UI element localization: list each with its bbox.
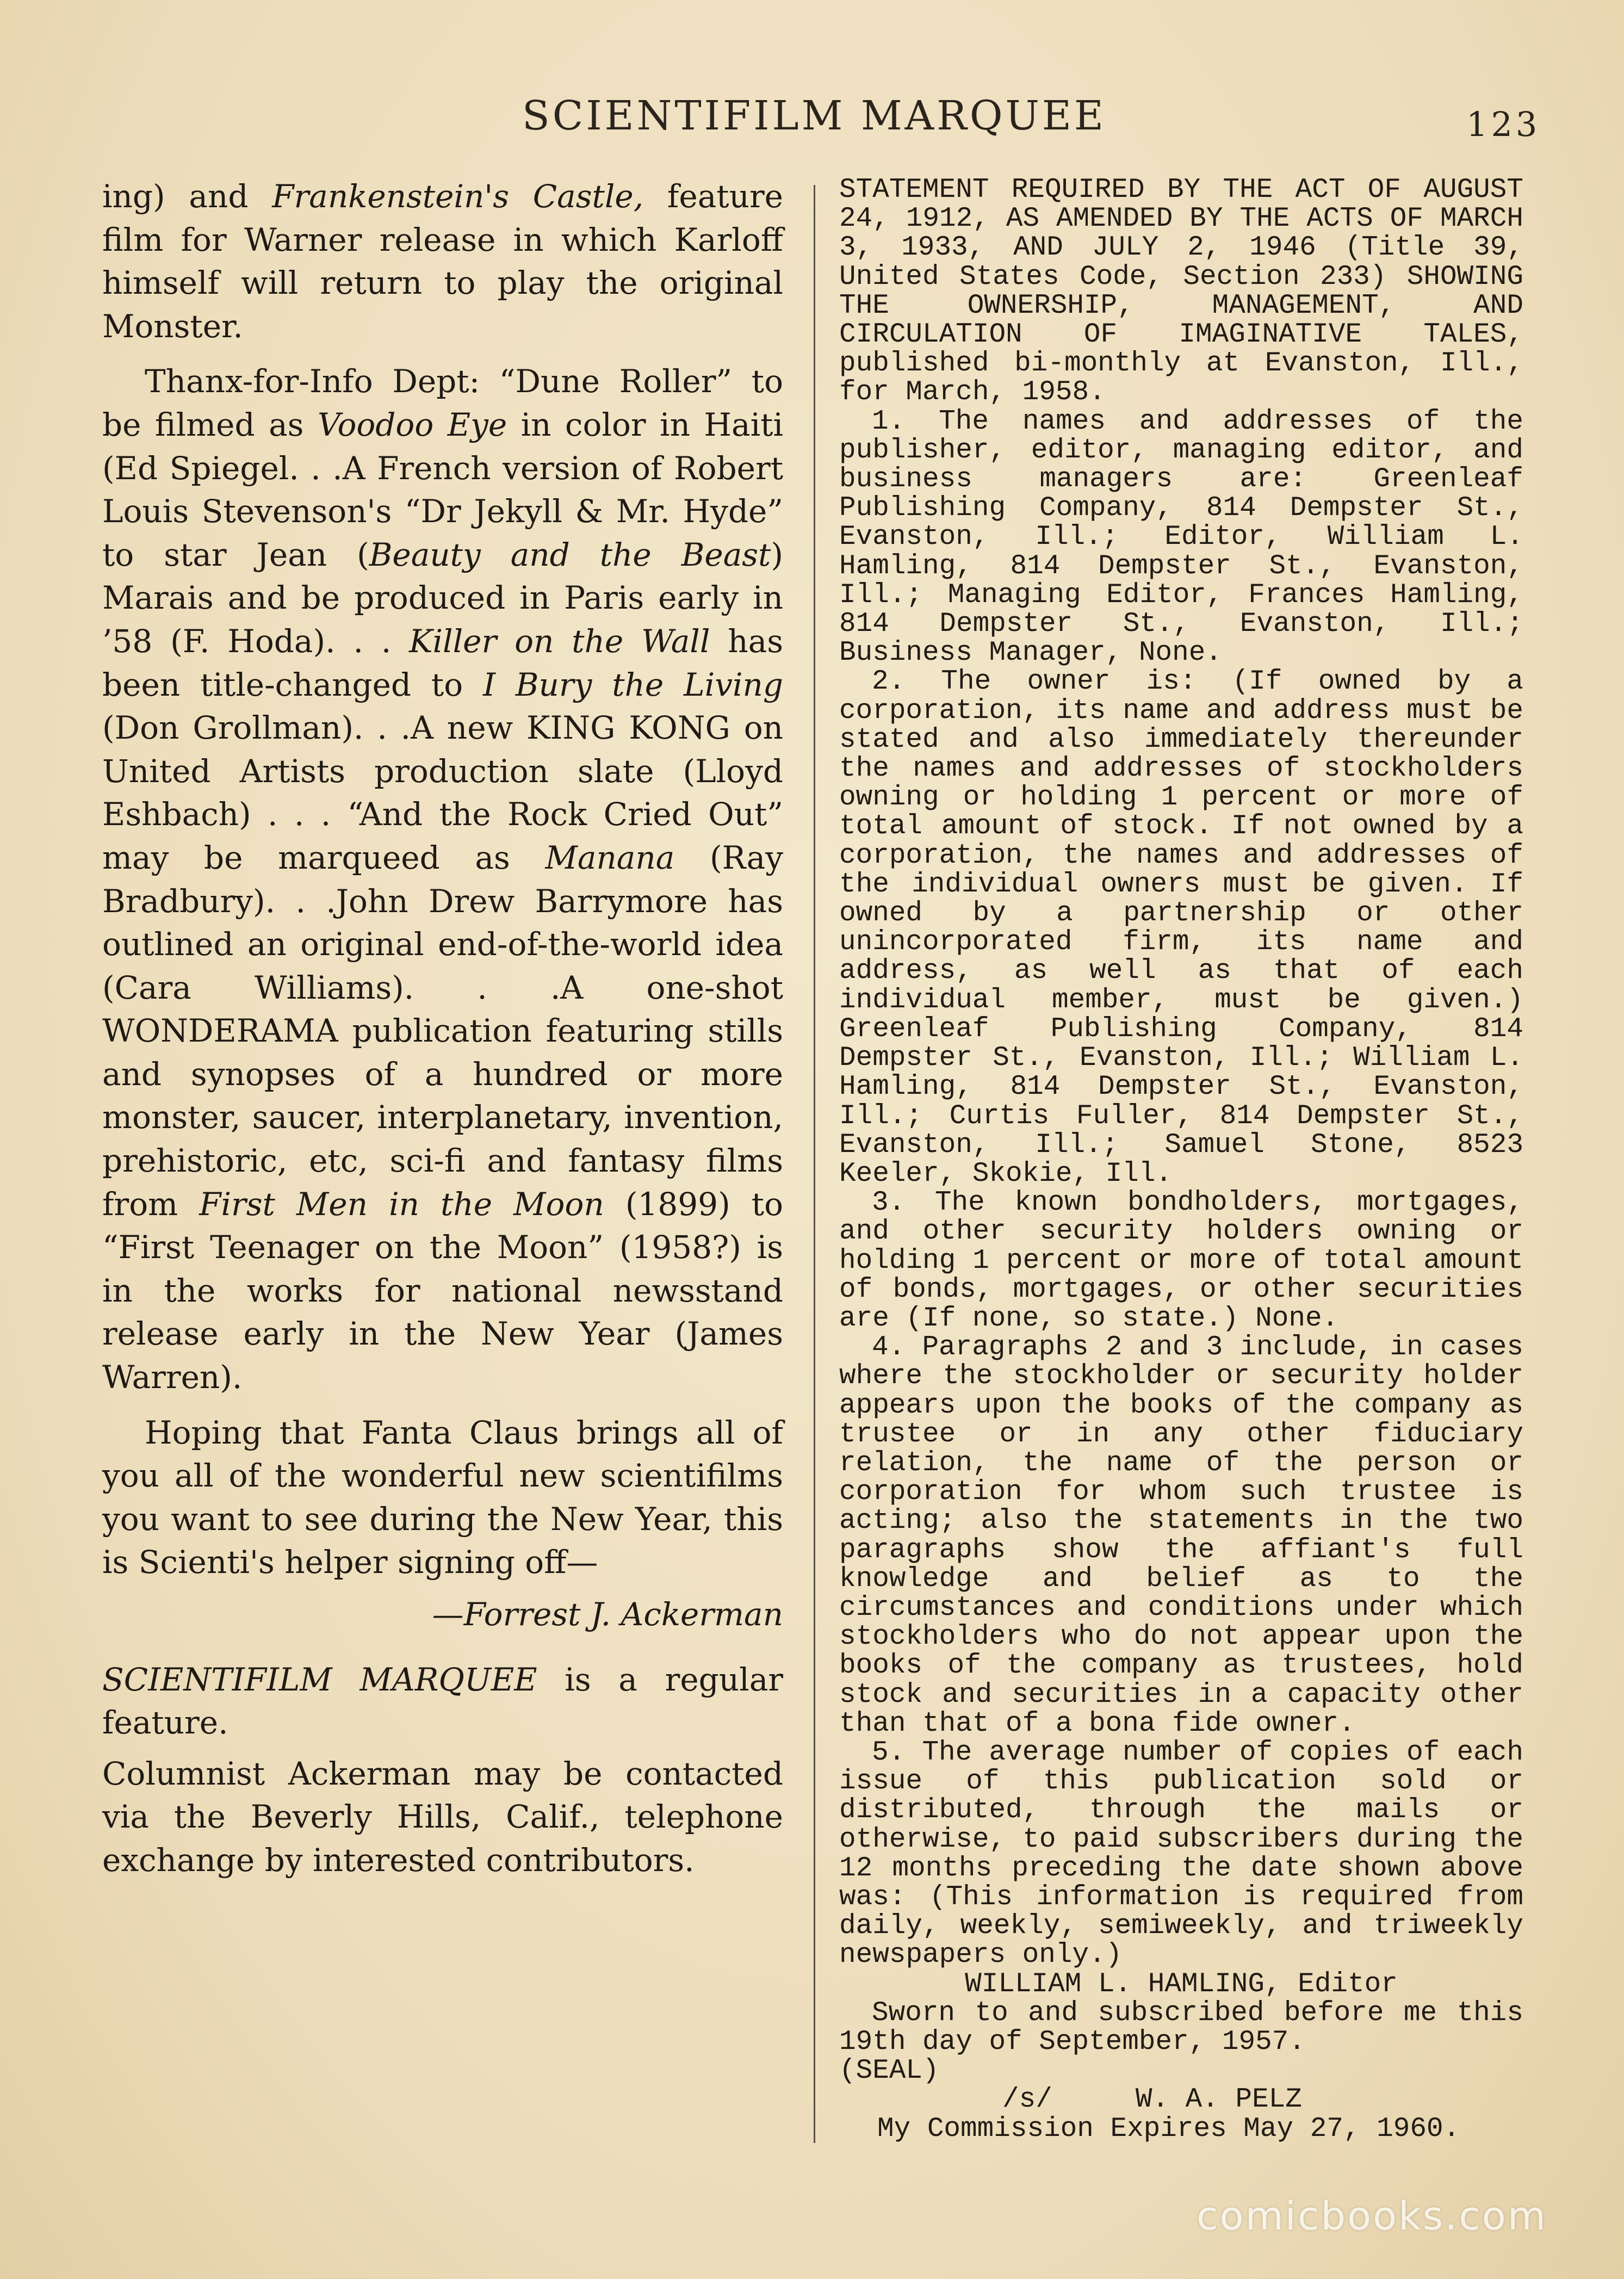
left-column bbox=[102, 175, 783, 1882]
film-title: First Men in the Moon bbox=[199, 1185, 604, 1223]
statement-heading: STATEMENT REQUIRED BY THE ACT OF AUGUST 24, 1912, AS AMENDED BY THE ACTS OF MARCH 3, 1933, AND JULY 2, 1946 (Title 39, United States Code, Section 233) SHOWING THE OWNERSHIP, MANAGEMENT, AND CIRCULATION OF IMAGINATIVE TALES, published bi-monthly at Evanston, Ill., for March, 1958. bbox=[839, 175, 1523, 408]
feature-title: SCIENTIFILM MARQUEE bbox=[102, 1661, 537, 1698]
contact-note: Columnist Ackerman may be contacted via the Beverly Hills, Calif., telephone exchange by interested contributors. bbox=[102, 1755, 783, 1879]
film-title: Killer on the Wall bbox=[409, 622, 710, 660]
film-title: Manana bbox=[545, 839, 675, 876]
statement-item-4: 4. Paragraphs 2 and 3 include, in cases where the stockholder or security holder appears upon the books of the company as trustee or in any other fiduciary relation, the name of the person or corporation for whom such trustee is acting; also the statements in the two paragraphs show the affiant's full knowledge and belief as to the circumstances and conditions under which stockholders who do not appear upon the books of the company as trustees, hold stock and securities in a capacity other than that of a bona fide owner. bbox=[839, 1332, 1523, 1739]
film-title: I Bury the Living bbox=[483, 666, 784, 703]
statement-item-5: 5. The average number of copies of each issue of this publication sold or distributed, through the mails or otherwise, to paid subscribers during the 12 months preceding the date shown above was: (This information is required from daily, weekly, semiweekly, and triweekly newspapers only.) bbox=[839, 1737, 1523, 1971]
author-signature: —Forrest J. Ackerman bbox=[432, 1596, 783, 1633]
notary-signature: /s/ W. A. PELZ bbox=[1002, 2084, 1302, 2116]
feature-note: SCIENTIFILM MARQUEE is a regular feature. bbox=[102, 1661, 783, 1742]
editor-signature-line: WILLIAM L. HAMLING, Editor bbox=[965, 1968, 1398, 2000]
column-divider bbox=[814, 185, 815, 2143]
film-title: Frankenstein's Castle, bbox=[272, 178, 644, 215]
film-title: Voodoo Eye bbox=[317, 406, 507, 443]
statement-item-2: 2. The owner is: (If owned by a corporation, its name and address must be stated and also immediately thereunder the names and addresses of stockholders owning or holding 1 percent or more of total amount of stock. If not owned by a corporation, the names and addresses of the individual owners must be given. If owned by a partnership or other unincorporated firm, its name and address, as well as that of each individual member, must be given.) Greenleaf Publishing Company, 814 Dempster St., Evanston, Ill.; William L. Hamling, 814 Dempster St., Evanston, Ill.; Curtis Fuller, 814 Dempster St., Evanston, Ill.; Samuel Stone, 8523 Keeler, Skokie, Ill. bbox=[839, 666, 1523, 1190]
seal-label: (SEAL) bbox=[839, 2055, 939, 2087]
paragraph-continuation: ing) and Frankenstein's Castle, feature film for Warner release in which Karloff himself will return to play the original Monster. bbox=[102, 178, 783, 345]
statement-item-3: 3. The known bondholders, mortgages, and other security holders owning or holding 1 percent or more of total amount of bonds, mortgages, or other securities are (If none, so state.) None. bbox=[839, 1187, 1523, 1334]
page-number: 123 bbox=[1466, 104, 1541, 144]
watermark-text: comicbooks.com bbox=[1197, 2193, 1548, 2239]
right-column-ownership-statement bbox=[839, 176, 1523, 2144]
running-head: SCIENTIFILM MARQUEE bbox=[522, 92, 1106, 139]
commission-expiry: My Commission Expires May 27, 1960. bbox=[877, 2113, 1460, 2145]
statement-item-1: 1. The names and addresses of the publisher, editor, managing editor, and business managers are: Greenleaf Publishing Company, 814 Dempster St., Evanston, Ill.; Editor, William L. Hamling, 814 Dempster St., Evanston, Ill.; Managing Editor, Frances Hamling, 814 Dempster St., Evanston, Ill.; Business Manager, None. bbox=[839, 406, 1523, 669]
film-title: Beauty and the Beast bbox=[369, 536, 771, 573]
sworn-statement: Sworn to and subscribed before me this 19th day of September, 1957. bbox=[839, 1997, 1523, 2058]
paragraph-thanx-for-info: Thanx-for-Info Dept: “Dune Roller” to be filmed as Voodoo Eye in color in Haiti (Ed Spiegel. . .A French version of Robert Louis Stevenson's “Dr Jekyll & Mr. Hyde” to star Jean (Beauty and the Beast) Marais and be produced in Paris early in ’58 (F. Hoda). . . Killer on the Wall has been title-changed to I Bury the Living (Don Grollman). . .A new KING KONG on United Artists production slate (Lloyd Eshbach) . . . “And the Rock Cried Out” may be marqueed as Manana (Ray Bradbury). . .John Drew Barrymore has outlined an original end-of-the-world idea (Cara Williams). . .A one-shot WONDERAMA publication featuring stills and synopses of a hundred or more monster, saucer, interplanetary, invention, prehistoric, etc, sci-fi and fantasy films from First Men in the Moon (1899) to “First Teenager on the Moon” (1958?) is in the works for national newsstand release early in the New Year (James Warren). bbox=[102, 363, 784, 1396]
paragraph-closing: Hoping that Fanta Claus brings all of you all of the wonderful new scientifilms you want to see during the New Year, this is Scienti's helper signing off— bbox=[102, 1414, 783, 1581]
